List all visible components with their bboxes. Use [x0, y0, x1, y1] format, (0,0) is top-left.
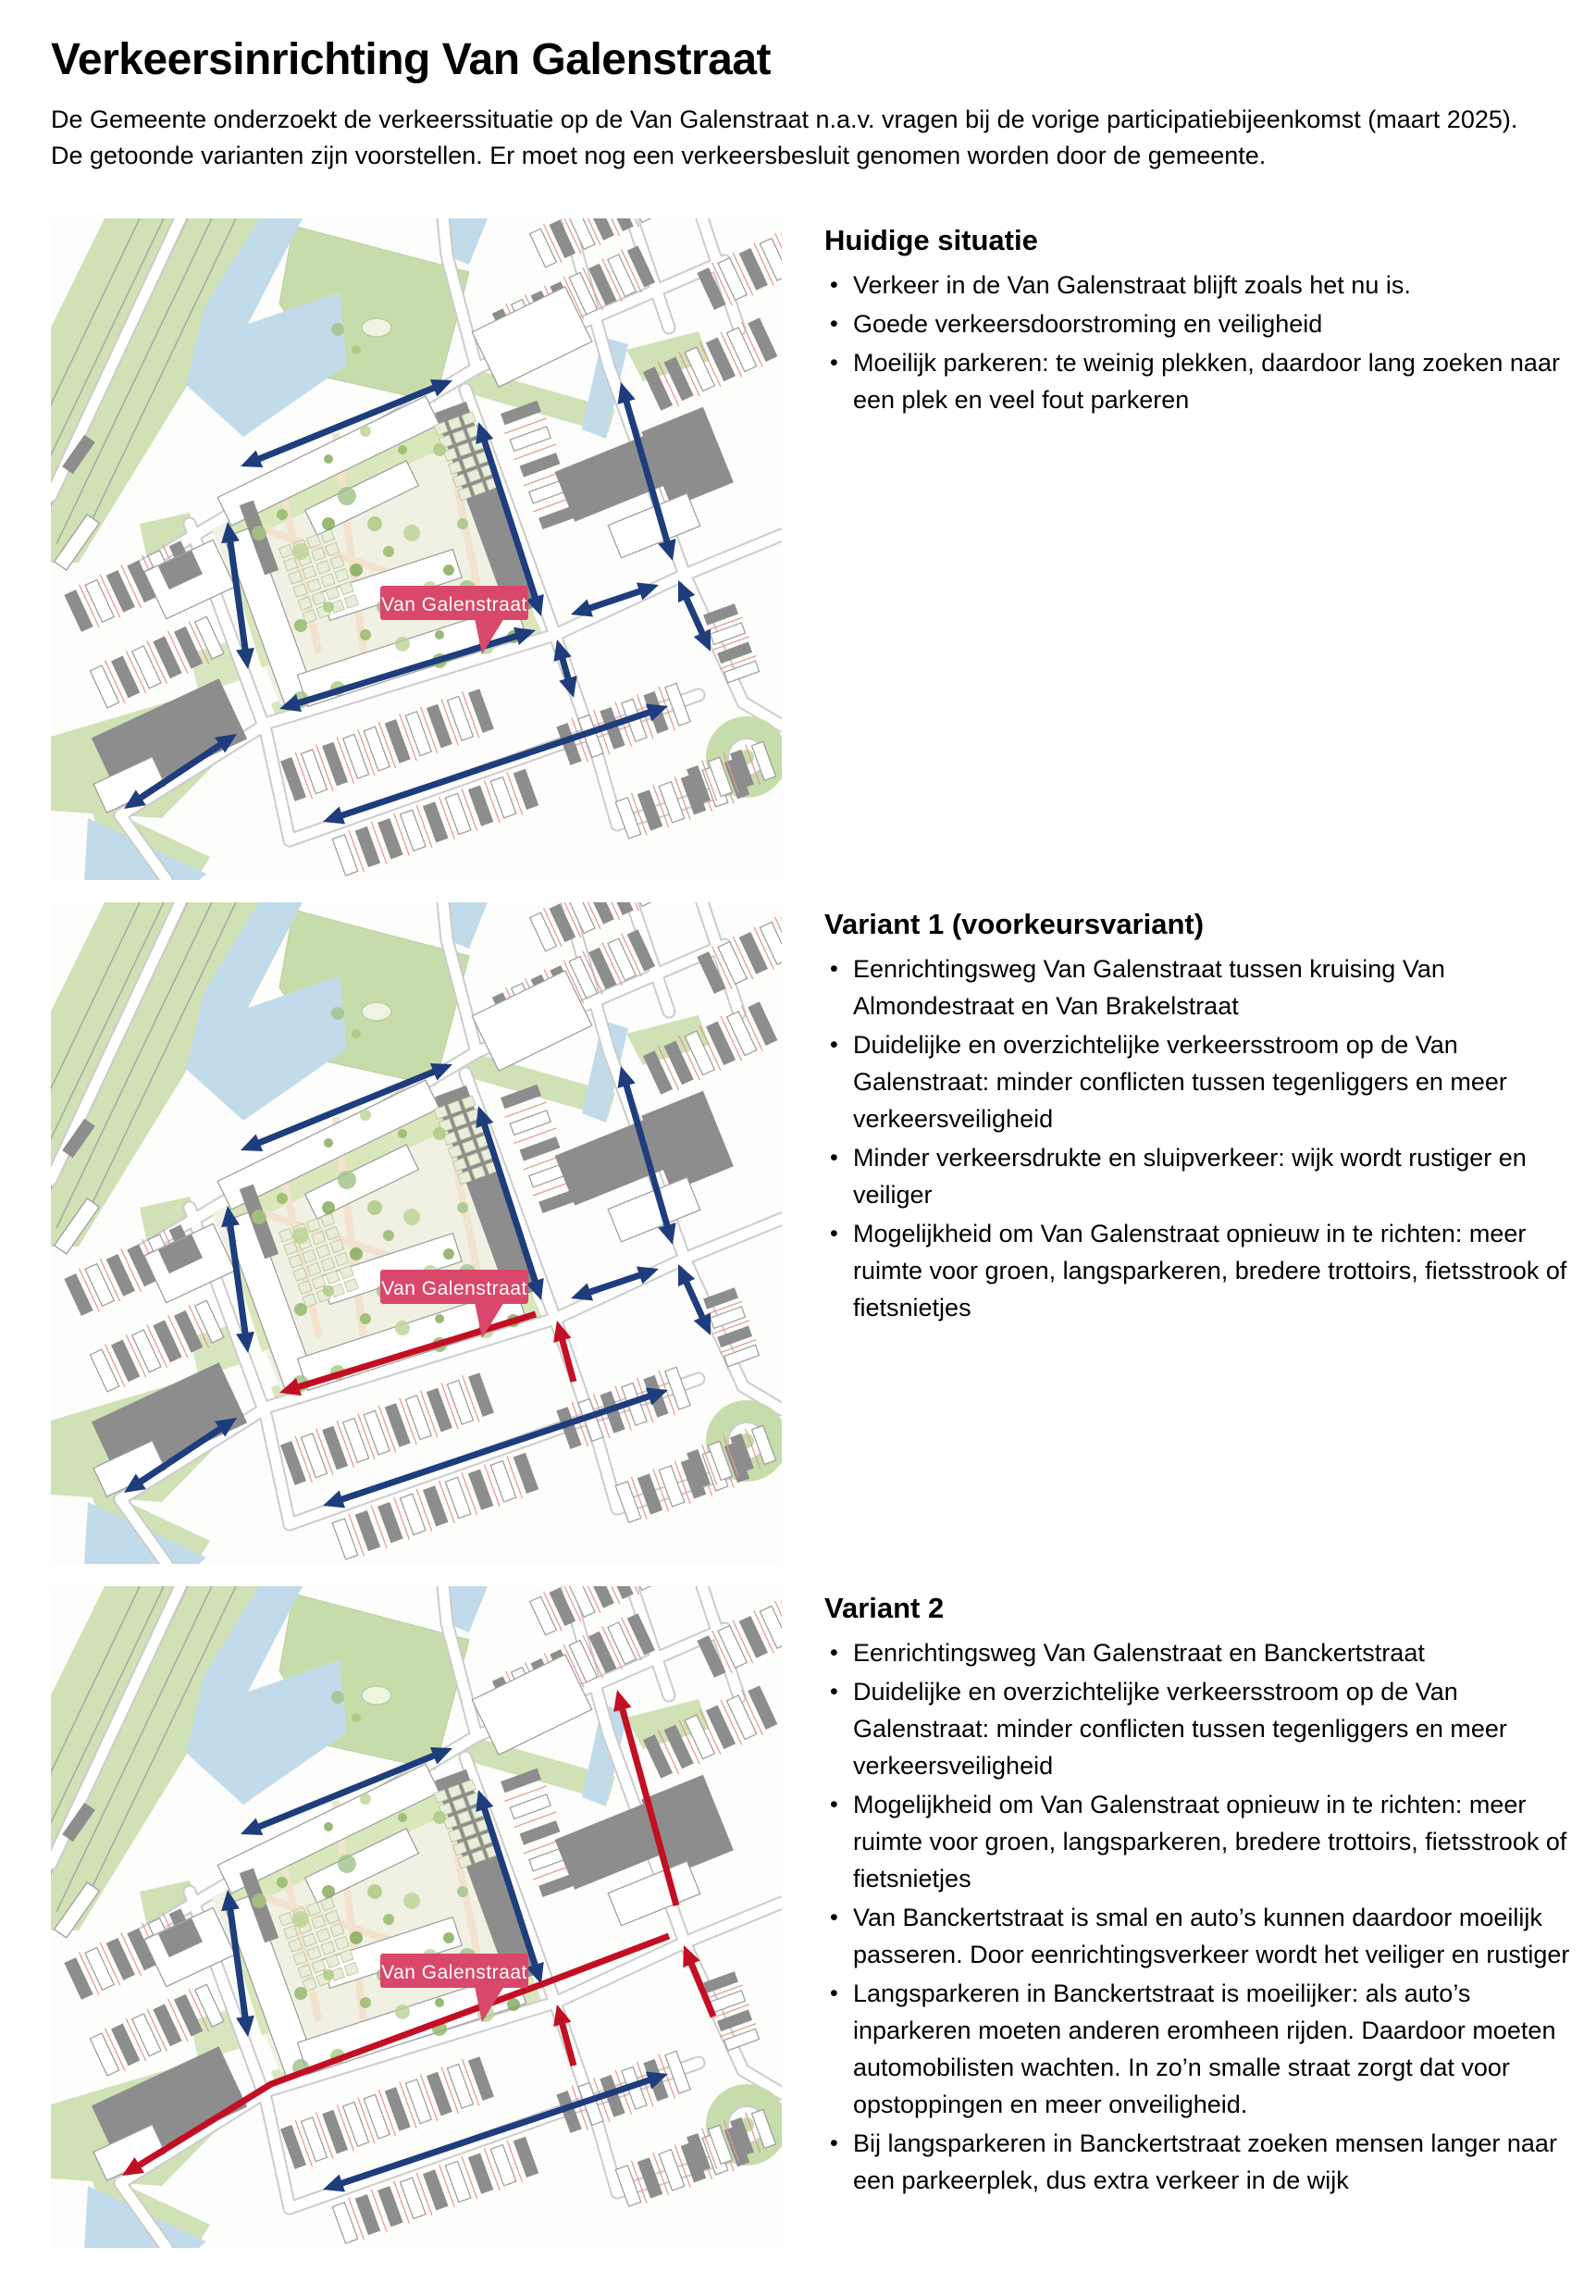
svg-text:Van Galenstraat: Van Galenstraat — [381, 1961, 527, 1983]
section-heading: Variant 1 (voorkeursvariant) — [824, 907, 1205, 940]
svg-text:Van Galenstraat: Van Galenstraat — [381, 1277, 527, 1299]
map-image-huidige-situatie — [51, 218, 782, 880]
intro-line-2: De getoonde varianten zijn voorstellen. Er moet nog een verkeersbesluit genomen worden door de gemeente. — [51, 141, 1267, 169]
bullet-list — [824, 950, 1576, 1326]
bullet-item: • Moeilijk parkeren: te weinig plekken, daardoor lang zoeken naar een plek en veel fout parkeren — [824, 344, 1576, 418]
variant-sections — [51, 218, 1577, 2248]
bullet-item: • Eenrichtingsweg Van Galenstraat tussen kruising Van Almondestraat en Van Brakelstraat — [824, 950, 1576, 1024]
map-image-variant-1 — [51, 902, 782, 1564]
bullet-list — [824, 267, 1576, 418]
bullet-item: • Duidelijke en overzichtelijke verkeersstroom op de Van Galenstraat: minder conflicten tussen tegenliggers en meer verkeersveiligheid — [824, 1026, 1576, 1137]
text-huidige-situatie — [824, 218, 1576, 880]
bullet-item: • Langsparkeren in Banckertstraat is moeilijker: als auto’s inparkeren moeten anderen eromheen rijden. Daardoor moeten automobilisten wachten. In zo’n smalle straat zorgt dat voor opstoppingen en meer onveiligheid. — [824, 1975, 1576, 2123]
map-variant-1 — [51, 902, 782, 1564]
map-image-variant-2 — [51, 1586, 782, 2248]
bullet-item: • Minder verkeersdrukte en sluipverkeer: wijk wordt rustiger en veiliger — [824, 1139, 1576, 1213]
section-variant-2 — [51, 1586, 1577, 2248]
bullet-item: • Mogelijkheid om Van Galenstraat opnieuw in te richten: meer ruimte voor groen, langsparkeren, bredere trottoirs, fietsstrook of fietsnietjes — [824, 1215, 1576, 1326]
map-huidige-situatie — [51, 218, 782, 880]
bullet-item: • Duidelijke en overzichtelijke verkeersstroom op de Van Galenstraat: minder conflicten tussen tegenliggers en meer verkeersveiligheid — [824, 1673, 1576, 1784]
svg-text:Van Galenstraat: Van Galenstraat — [381, 593, 527, 615]
section-variant-1 — [51, 902, 1577, 1564]
section-heading: Variant 2 — [824, 1591, 945, 1624]
intro-line-1: De Gemeente onderzoekt de verkeerssituatie op de Van Galenstraat n.a.v. vragen bij de vorige participatiebijeenkomst (maart 2025). — [51, 105, 1518, 133]
bullet-item: • Mogelijkheid om Van Galenstraat opnieuw in te richten: meer ruimte voor groen, langsparkeren, bredere trottoirs, fietsstrook of fietsnietjes — [824, 1786, 1576, 1897]
map-variant-2 — [51, 1586, 782, 2248]
text-variant-1 — [824, 902, 1576, 1564]
page-title: Verkeersinrichting Van Galenstraat — [51, 35, 772, 84]
bullet-list — [824, 1634, 1576, 2199]
bullet-item: • Verkeer in de Van Galenstraat blijft zoals het nu is. — [824, 267, 1576, 304]
bullet-item: • Van Banckertstraat is smal en auto’s kunnen daardoor moeilijk passeren. Door eenrichtingsverkeer wordt het veiliger en rustiger — [824, 1899, 1576, 1973]
intro-paragraph — [51, 102, 1577, 174]
section-huidige-situatie — [51, 218, 1577, 880]
bullet-item: • Bij langsparkeren in Banckertstraat zoeken mensen langer naar een parkeerplek, dus extra verkeer in de wijk — [824, 2125, 1576, 2199]
bullet-item: • Eenrichtingsweg Van Galenstraat en Banckertstraat — [824, 1634, 1576, 1671]
section-heading: Huidige situatie — [824, 223, 1038, 256]
bullet-item: • Goede verkeersdoorstroming en veiligheid — [824, 305, 1576, 342]
page-header — [51, 35, 1577, 174]
text-variant-2 — [824, 1586, 1576, 2248]
